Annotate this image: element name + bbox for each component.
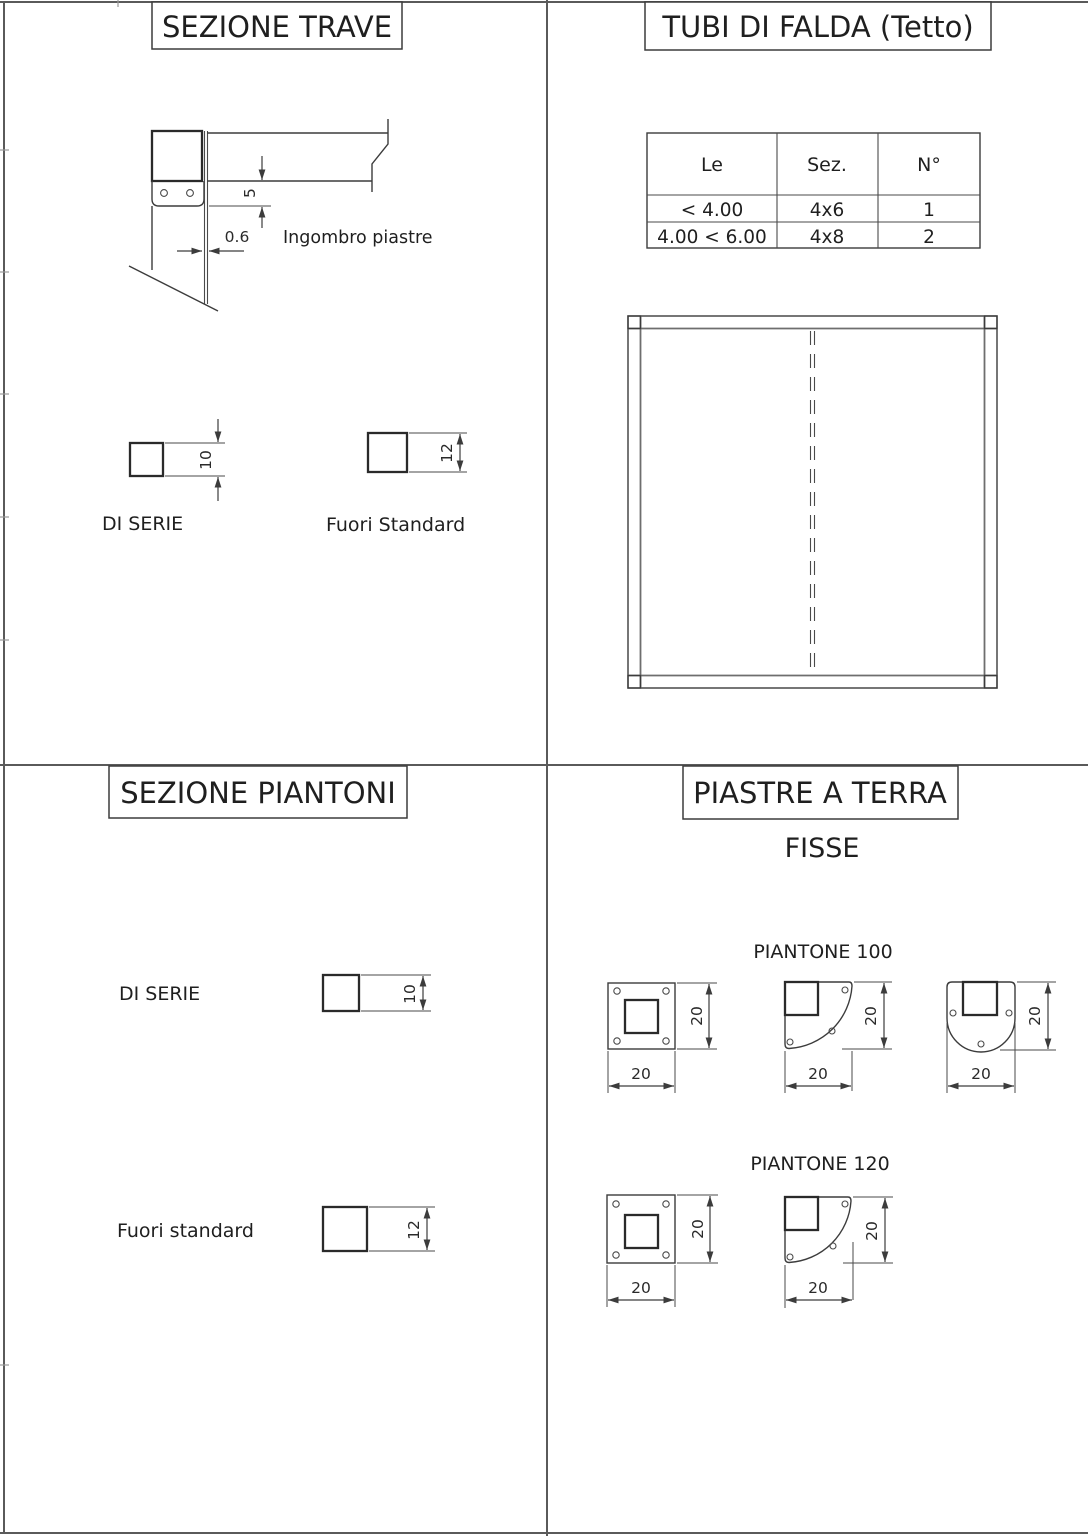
bolt-hole: [614, 1038, 620, 1044]
tube-section: [785, 982, 818, 1015]
col-header-n: N°: [917, 154, 941, 176]
col-header-le: Le: [701, 154, 723, 176]
bolt-hole: [978, 1041, 984, 1047]
dim-20: 20: [862, 1006, 880, 1026]
plate-120-corner: [785, 1197, 893, 1308]
trave-title: SEZIONE TRAVE: [161, 10, 393, 44]
roof-frame-drawing: [628, 316, 997, 688]
trave-fuori-standard: [326, 433, 467, 536]
tubi-title: TUBI DI FALDA (Tetto): [662, 10, 974, 44]
bolt-hole: [830, 1243, 836, 1249]
corner-tube: [985, 676, 998, 689]
cell-le-2: 4.00 < 6.00: [657, 227, 767, 248]
cell-sez-2: 4x8: [809, 227, 845, 248]
dim-12: 12: [405, 1220, 423, 1240]
tube-12-section: [368, 433, 407, 472]
dim-20: 20: [688, 1006, 706, 1026]
section-piantoni: [109, 766, 435, 1251]
dim-20: 20: [863, 1221, 881, 1241]
fisse-subtitle: FISSE: [784, 833, 860, 864]
tube-section: [963, 982, 997, 1015]
bolt-hole: [787, 1254, 793, 1260]
tube-10-section: [323, 975, 359, 1011]
tube-12-section: [323, 1207, 367, 1251]
section-trave: [102, 2, 467, 536]
section-tubi-falda: [628, 2, 997, 688]
ingombro-label: Ingombro piastre: [283, 228, 433, 248]
tube-10-section: [130, 443, 163, 476]
dim-10: 10: [401, 984, 419, 1004]
dim-20: 20: [631, 1065, 651, 1083]
plate-100-square: [608, 983, 717, 1093]
piantoni-di-serie: [119, 975, 431, 1011]
plate-100-rounded: [947, 982, 1056, 1093]
piantone-120-label: PIANTONE 120: [750, 1153, 890, 1175]
piantone-100-label: PIANTONE 100: [753, 941, 893, 963]
plate-120-square: [607, 1195, 718, 1307]
bolt-hole: [1006, 1010, 1012, 1016]
fuori-standard-label: Fuori standard: [117, 1220, 254, 1242]
piantoni-fuori-standard: [117, 1207, 435, 1251]
dim-0-6: 0.6: [224, 228, 250, 246]
corner-tube: [628, 676, 641, 689]
dim-20: 20: [971, 1065, 991, 1083]
piantoni-title: SEZIONE PIANTONI: [120, 776, 396, 810]
beam-plate: [152, 181, 204, 206]
bolt-hole: [787, 1039, 793, 1045]
corner-tube: [628, 316, 641, 329]
dim-20: 20: [689, 1219, 707, 1239]
dim-5: 5: [241, 188, 259, 198]
table-row: [657, 227, 935, 248]
bolt-hole: [842, 1201, 848, 1207]
section-piastre: [607, 766, 1056, 1308]
bolt-hole: [614, 988, 620, 994]
bolt-hole: [613, 1252, 619, 1258]
col-header-sez: Sez.: [807, 154, 847, 176]
bolt-hole: [613, 1201, 619, 1207]
cell-le-1: < 4.00: [680, 200, 744, 221]
piastre-title: PIASTRE A TERRA: [693, 776, 947, 810]
tubi-table: [647, 133, 980, 248]
break-mark: [372, 119, 388, 192]
dim-20: 20: [631, 1279, 651, 1297]
bolt-hole: [663, 1038, 669, 1044]
dim-20: 20: [808, 1065, 828, 1083]
bolt-hole: [842, 987, 848, 993]
dim-10: 10: [197, 450, 215, 470]
cell-sez-1: 4x6: [809, 200, 845, 221]
bolt-hole: [663, 1252, 669, 1258]
tube-section: [625, 1215, 658, 1248]
dim-12: 12: [438, 443, 456, 463]
tube-section: [785, 1197, 818, 1230]
cell-n-1: 1: [923, 200, 935, 221]
plate-hole: [161, 190, 168, 197]
trave-di-serie: [102, 419, 225, 535]
fuori-standard-label: Fuori Standard: [326, 514, 466, 536]
bolt-hole: [950, 1010, 956, 1016]
bolt-hole: [663, 988, 669, 994]
tube-section: [625, 1000, 658, 1033]
beam-detail-drawing: [129, 119, 433, 311]
table-row: [681, 200, 935, 221]
dim-20: 20: [1026, 1006, 1044, 1026]
di-serie-label: DI SERIE: [102, 513, 184, 535]
corner-tube: [985, 316, 998, 329]
beam-tube-section: [152, 131, 202, 181]
cell-n-2: 2: [923, 227, 935, 248]
bolt-hole: [663, 1201, 669, 1207]
plate-hole: [187, 190, 194, 197]
dim-20: 20: [808, 1279, 828, 1297]
plate-100-corner: [785, 982, 892, 1093]
di-serie-label: DI SERIE: [119, 983, 201, 1005]
